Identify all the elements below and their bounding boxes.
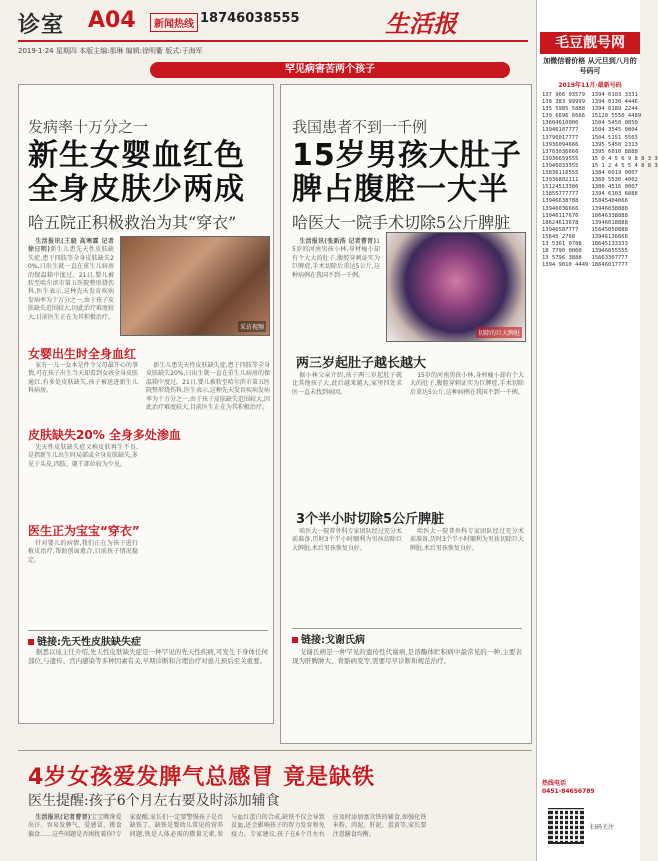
left-section-title-2: 皮肤缺失20% 全身多处渗血 — [28, 428, 181, 442]
right-section-body-2: 哈医大一院普外科专家团队经过充分术前准备,历时3个半小时顺利为男孩切除巨大脾脏,术后男孩恢复良好。 — [292, 528, 402, 552]
phone-number: 15045404066 — [591, 198, 628, 205]
right-headline-2: 脾占腹腔一大半 — [292, 172, 509, 207]
phone-number: 13946117676 — [542, 212, 579, 219]
hotline-label: 新闻热线 — [150, 13, 198, 32]
phone-number: 13946136666 — [591, 233, 628, 240]
right-lead — [292, 238, 380, 358]
right-section-body-1b: 15岁的河南男孩小林,身材瘦小却有个大大的肚子,腹腔穿刺证实为巨脾症,手术切除后重达5公斤,这种病例在我国不到一千例。 — [410, 372, 524, 396]
spleen-photo — [386, 232, 526, 342]
phone-number: 1394 6103 6888 — [591, 191, 638, 198]
phone-number: 18645133333 — [591, 240, 628, 247]
phone-number: 15 0 4 5 6 9 8 8 3 3 — [591, 155, 658, 162]
ad-date-note: 2019年11月·最新号码 — [558, 82, 622, 89]
phone-number: 1360 5530 4002 — [591, 177, 638, 184]
phone-number: 13796017777 — [542, 134, 579, 141]
phone-number: 13946018888 — [591, 219, 628, 226]
right-section-title-2: 3个半小时切除5公斤脾脏 — [296, 512, 445, 527]
phone-number: 13 5796 3888 — [542, 255, 582, 262]
phone-number: 13946107777 — [542, 127, 579, 134]
left-section-body-2: 先天性皮肤缺失症又称皮肤再生不良,是指新生儿出生时局部或全身皮肤缺失,多见于头皮,四肢、躯干部位较为少见。 — [28, 444, 138, 468]
phone-number: 13604610000 — [542, 120, 579, 127]
right-headline-1: 15岁男孩大肚子 — [292, 138, 522, 173]
phone-number: 13836110555 — [542, 170, 579, 177]
phone-number: 135 5985 5888 — [542, 106, 586, 113]
header-rule — [18, 40, 528, 42]
left-lead — [28, 238, 114, 326]
ad-subtitle: 加微信看价格 从元旦到八月的号码可 — [543, 57, 637, 75]
qr-label: 扫码关注 — [590, 824, 615, 831]
phone-number: 13946033355 — [542, 162, 579, 169]
phone-number: 15645050888 — [591, 226, 628, 233]
phone-number: 1504 3545 0804 — [591, 127, 638, 134]
right-section-body-1: 据小林父亲介绍,孩子两三岁起肚子就比其他孩子大,此后越来越大,家里四处求医一直未找到病因。 — [292, 372, 402, 396]
ad-telephone: 热线电话 0451-84656789 — [542, 780, 595, 795]
phone-number: 18624613678 — [542, 219, 579, 226]
left-link-body: 据悉以该主任介绍,先天性皮肤缺失症是一种罕见的先天性疾病,可发生于身体任何部位,与遗传、宫内感染等多种因素有关,早期诊断和合理治疗对患儿预后至关重要。 — [28, 648, 268, 665]
left-headline-2: 全身皮肤少两成 — [28, 172, 245, 207]
bullet-icon — [28, 639, 34, 645]
phone-number: 1394 6189 2244 — [591, 106, 638, 113]
right-kicker: 我国患者不到一千例 — [292, 118, 428, 136]
baby-photo — [120, 236, 270, 336]
phone-number: 13855777777 — [542, 191, 579, 198]
left-subhead: 哈五院正积极救治为其“穿衣” — [28, 213, 237, 232]
bottom-byline: 生活报讯(记者曹晋) — [35, 814, 91, 821]
right-link-title: 链接:戈谢氏病 — [292, 628, 522, 646]
bottom-body — [28, 814, 528, 858]
phone-number: 138 383 99999 — [542, 99, 586, 106]
phone-number: 15120 5550 4489 — [591, 113, 642, 120]
left-kicker: 发病率十万分之一 — [28, 118, 149, 136]
phone-number-list — [542, 92, 658, 776]
phone-number: 13946038888 — [591, 205, 628, 212]
phone-number: 137 966 03579 — [542, 92, 586, 98]
phone-number: 1504 5450 0850 — [591, 120, 638, 127]
right-link-body: 戈谢氏病是一种罕见的遗传性代谢病,是溶酶体贮积病中最常见的一种,主要表现为肝脾肿大、骨骼病变等,需要尽早诊断和规范治疗。 — [292, 648, 522, 665]
left-photo-caption: 采访视频 — [238, 321, 266, 332]
phone-number: 15663307777 — [591, 255, 628, 262]
phone-number: 13 5361 0788 — [542, 240, 582, 247]
right-byline: 生活报讯(张新浩 记者曹晋) — [299, 238, 377, 245]
phone-number: 1395 5450 2313 — [591, 141, 638, 148]
phone-number: 15124513386 — [542, 184, 579, 191]
phone-number: 18 7790 0000 — [542, 248, 582, 255]
phone-number: 1384 6019 0007 — [591, 170, 638, 177]
right-photo-caption: 切除的巨大脾脏 — [476, 327, 522, 338]
phone-number: 13946036666 — [542, 205, 579, 212]
right-lead-text: 15岁的河南男孩小林,身材瘦小却有个大大的肚子,腹腔穿刺证实为巨脾症,手术切除后重达5公斤,这种病例在我国不到一千例。 — [292, 238, 380, 279]
phone-number: 13936659555 — [542, 155, 579, 162]
phone-number: 1394 0130 4446 — [591, 99, 638, 106]
phone-number: 1394 9010 4449 — [542, 262, 589, 269]
left-section-body-3: 针对婴儿的病情,我们正在为孩子进行植皮治疗,帮助创面愈合,目前孩子情况稳定。 — [28, 540, 138, 564]
right-section-title-1: 两三岁起肚子越长越大 — [296, 356, 427, 371]
phone-number: 1380 4516 0007 — [591, 184, 638, 191]
newspaper-brand: 生活报 — [385, 9, 457, 38]
left-section-title-1: 女婴出生时全身血红 — [28, 347, 137, 361]
page-number: A04 — [88, 8, 136, 33]
phone-number: 13946055555 — [591, 248, 628, 255]
phone-number: 13946638788 — [542, 198, 579, 205]
bullet-icon — [292, 637, 298, 643]
phone-number: 15645 2768 — [542, 233, 576, 240]
left-continuation: 新生儿患先天性皮肤缺失症,患于四肢等全身皮肤缺失20%,日出生就一直在重生儿病房的保温箱中度过。21日,婴儿被转至哈尔滨市第五医院整形烧伤科,医生表示,这种先天发育疾病发病率为十万分之一,由于孩子皮肤缺失范围较大,因此治疗难度较大,目前医生正在为其积极治疗。 — [146, 362, 270, 412]
phone-number: 18646017777 — [591, 262, 628, 269]
phone-number: 13936802111 — [542, 177, 579, 184]
bottom-headline: 4岁女孩爱发脾气总感冒 竟是缺铁 — [28, 765, 375, 790]
left-headline-1: 新生女婴血红色 — [28, 138, 245, 173]
phone-number: 139 6696 6666 — [542, 113, 586, 120]
right-subhead: 哈医大一院手术切除5公斤脾脏 — [292, 213, 511, 232]
topic-banner: 罕见病害苦两个孩子 — [150, 62, 510, 78]
left-link-title: 链接:先天性皮肤缺失症 — [28, 630, 268, 648]
phone-number: 1394 6103 3331 — [591, 92, 638, 98]
date-line: 2019·1·24 星期四 本版主编:那琳 编辑:徐明衢 版式:于海军 — [18, 47, 203, 55]
phone-number: 1504 5151 5503 — [591, 134, 638, 141]
phone-number: 13703036666 — [542, 148, 579, 155]
left-section-body-1: 家有一儿一女本是件令父母最开心的事情,可在孩子出生当天却看到女孩全身皮肤通红,有多处皮肤缺失,孩子被送进新生儿科病房。 — [28, 362, 138, 395]
phone-number: 15 1 2 4 5 5 4 8 8 3 — [591, 162, 658, 169]
bottom-subhead: 医生提醒:孩子6个月左右要及时添加辅食 — [28, 793, 280, 809]
ad-title: 毛豆靓号网 — [540, 32, 640, 54]
phone-number: 1395 6010 8888 — [591, 148, 638, 155]
left-lead-text: 新生儿患先天性皮肤缺失症,患于四肢等全身皮肤缺失20%,日出生就一直在重生儿病房的保温箱中度过。21日,婴儿被转至哈尔滨市第五医院整形烧伤科,医生表示,这种先天发育疾病发病率为十万分之一,由于孩子皮肤缺失范围较大,因此治疗难度较大,目前医生正在为其积极治疗。 — [28, 246, 114, 321]
right-section-body-2b: 哈医大一院普外科专家团队经过充分术前准备,历时3个半小时顺利为男孩切除巨大脾脏,术后男孩恢复良好。 — [410, 528, 524, 552]
section-name: 诊室 — [18, 12, 65, 38]
phone-number: 13936094666 — [542, 141, 579, 148]
bottom-divider — [18, 750, 532, 751]
qr-code-overlay — [548, 808, 584, 844]
phone-number: 18646338888 — [591, 212, 628, 219]
phone-number: 13946587777 — [542, 226, 579, 233]
bottom-body-text: 宝宝嘴馋爱出汗、容易发脾气、爱感冒、挑食偏食……这些问题是否困扰着你?专家提醒,家长们一定要警惕孩子是否缺铁了。缺铁是婴幼儿常见的营养问题,铁是人体必需的微量元素,参与血红蛋白的合成,缺铁不仅会导致贫血,还会影响孩子的智力发育和免疫力。专家建议,孩子在6个月左右应及时添加富含铁的辅食,如强化铁米粉、肉泥、肝泥、蛋黄等,家长要注意膳食均衡。 — [28, 814, 427, 838]
left-section-title-3: 医生正为宝宝“穿衣” — [28, 524, 140, 538]
hotline-number: 18746038555 — [200, 11, 300, 26]
left-byline: 生活报讯(王晓 高寒霖 记者徐日明) — [28, 238, 114, 254]
